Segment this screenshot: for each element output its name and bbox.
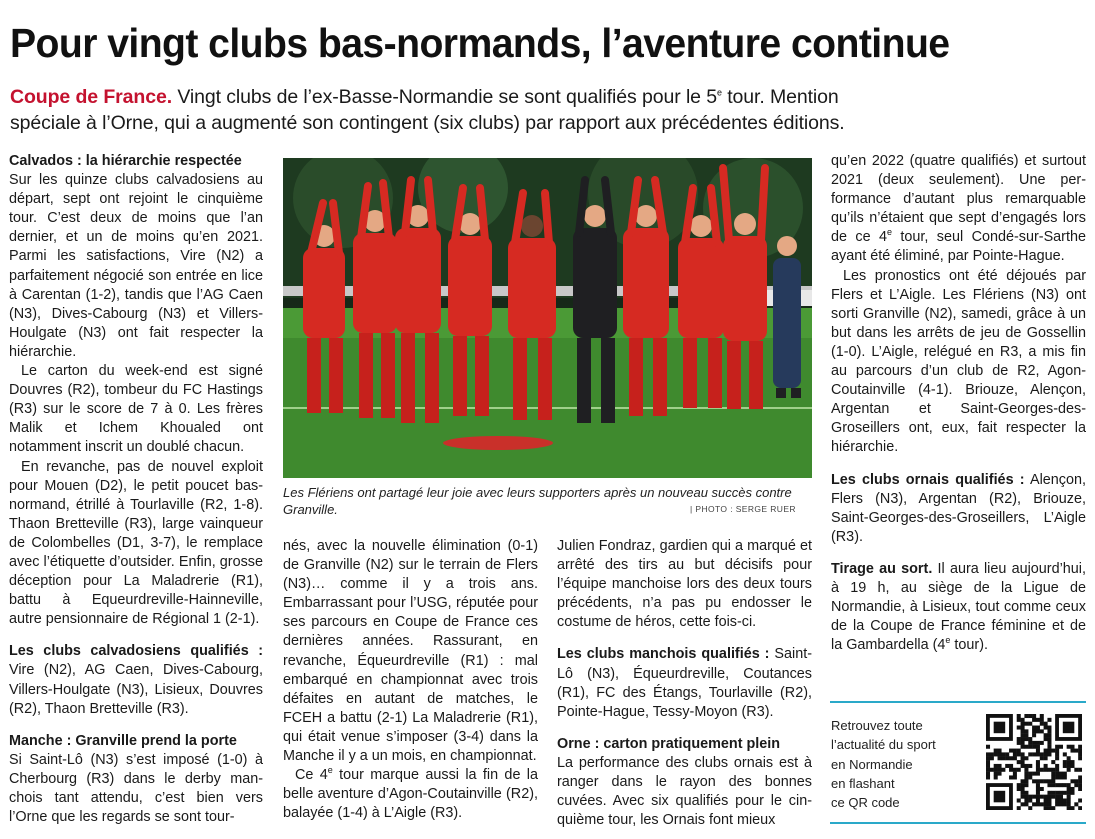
intro-line2: spéciale à l’Orne, qui a augmenté son contingent (six clubs) par rapport aux précédentes éditions. xyxy=(10,112,845,134)
promo-text xyxy=(831,716,981,812)
qualified-label: Les clubs calvadosiens qualifiés : xyxy=(9,643,263,660)
text-run: Il aura lieu aujourd’hui, à 19 h, au siège de la Ligue de Normandie, à Lisieux, tout comme ceux de la Coupe de France féminine et de la Gambardella (4 xyxy=(831,560,1086,654)
sup: e xyxy=(945,635,951,646)
column-3 xyxy=(557,537,812,830)
column-2 xyxy=(283,537,538,823)
promo-rule-top xyxy=(830,701,1086,703)
qualified-label: Les clubs ornais qualifiés : xyxy=(831,471,1025,488)
text-run: tour, seul Condé-sur-Sarthe ayant été éliminé, par Pointe-Hague. xyxy=(831,229,1086,265)
promo-line: en Normandie xyxy=(831,756,913,772)
draw-label: Tirage au sort. xyxy=(831,560,933,577)
column-1 xyxy=(9,152,263,827)
intro-line1: Vingt clubs de l’ex-Basse-Normandie se sont qualifiés pour le 5 xyxy=(172,86,717,108)
qualified-calvados xyxy=(9,642,263,718)
sup: e xyxy=(887,227,893,238)
text-run: qu’en 2022 (quatre qualifiés) et surtout 2021 (deux seulement). Une performance d’autant plus remarquable qu’ils n’étaient que sept d’engagés lors de ce 4 xyxy=(831,153,1086,246)
paragraph: La performance des clubs ornais est à ranger dans le rayon des bonnes cuvées. Avec six qualifiés pour le cinquième tour, les Ornais font mieux xyxy=(557,754,812,829)
column-4 xyxy=(831,152,1086,655)
promo-line: ce QR code xyxy=(831,795,900,811)
intro-sup: e xyxy=(716,87,722,98)
intro-standfirst xyxy=(10,84,1090,136)
qr-code-icon[interactable] xyxy=(986,714,1082,810)
paragraph: Les pronostics ont été déjoués par Flers et L’Aigle. Les Flériens (N3) ont sorti Granville (N2), samedi, grâce à un but dans les arrêts de jeu de Gossellin (1-0). L’Aigle, relégué en R3, a mis fin au parcours d’un club de R2, Agon-Coutainville (4-1). Briouze, Alençon, Argentan et Saint-Georges-des-Groseillers ont, eux, fait respecter la hiérarchie. xyxy=(831,267,1086,456)
qualified-text: Saint-Lô (N3), Équeurdreville, Coutances (R1), FC des Étangs, Tourlaville (R2), Pointe-Hague, Tessy-Moyon (R3). xyxy=(557,646,812,720)
text-run: tour). xyxy=(950,637,988,654)
photo-caption: Les Flériens ont partagé leur joie avec leurs supporters après un nouveau succès contre Granville. xyxy=(283,485,792,517)
qualified-orne xyxy=(831,471,1086,547)
qualified-manche xyxy=(557,645,812,721)
paragraph: Le carton du week-end est signé Douvres (R2), tombeur du FC Hastings (R3) sur le score de 7 à 0. Les frères Malik et Ichem Khoualed ont notamment inscrit un doublé chacun. xyxy=(9,363,263,456)
qualified-text: Alençon, Flers (N3), Argentan (R2), Briouze, Saint-Georges-des-Groseillers, L’Aigle (R3). xyxy=(831,471,1086,545)
qualified-label: Les clubs manchois qualifiés : xyxy=(557,646,770,663)
paragraph xyxy=(831,152,1086,267)
paragraph: En revanche, pas de nouvel exploit pour Mouen (D2), le petit poucet bas-normand, étrillé à Tourlaville (R2, 1-8). Thaon Bretteville (R3), large vainqueur de Colombelles (D1, 3-7), le remplace avec l’étiquette d’outsider. Enfin, grosse déception pour La Maladrerie (R1), battu à Equeurdreville-Hainneville, autre pensionnaire de Régional 1 (2-1). xyxy=(9,458,263,628)
paragraph: nés, avec la nouvelle élimination (0-1) de Granville (N2) sur le terrain de Flers (N3)… comme il y a trois ans. Embarrassant pour l’USG, réputée pour ses parcours en Coupe de France ces dernières années. Rassurant, en revanche, Équeurdreville (R1) : mal embarqué en championnat avec trois défaites en autant de matches, le FCEH a battu (2-1) La Maladrerie (R1), qui était venue s’imposer (3-4) dans la Manche il y a un mois, en championnat. xyxy=(283,538,538,765)
paragraph: Julien Fondraz, gardien qui a marqué et arrêté des tirs au but décisifs pour l’équipe manchoise lors des deux tours précédents, n’a pas pu endosser le costume de héros, cette fois-ci. xyxy=(557,538,812,631)
text-run: tour marque aussi la fin de la belle aventure d’Agon-Coutainville (R2), balayée (1-4) à L’Aigle (R3). xyxy=(283,767,538,822)
intro-line1-end: tour. Mention xyxy=(721,86,839,108)
qualified-text: Vire (N2), AG Caen, Dives-Cabourg, Villers-Houlgate (N3), Lisieux, Douvres (R2), Thaon Bretteville (R3). xyxy=(9,662,263,717)
paragraph: Si Saint-Lô (N3) s’est imposé (1-0) à Cherbourg (R3) dans le derby manchois tant attendu, c’est bien vers l’Orne que les regards se sont tour- xyxy=(9,751,263,826)
team-photo-illustration xyxy=(283,158,812,478)
promo-line: en flashant xyxy=(831,775,895,791)
paragraph: Sur les quinze clubs calvadosiens au départ, sept ont rejoint le cinquième tour. C’est deux de moins que l’an dernier, et un de moins qu’en 2021. Parmi les satisfactions, Vire (N2) a parfaitement négocié son entrée en lice à Carentan (1-2), tandis que l’AG Caen (N3), Dives-Cabourg (N3) et Villers-Houlgate (N3) ont fait respecter la hiérarchie. xyxy=(9,172,263,360)
promo-line: l’actualité du sport xyxy=(831,737,936,753)
team-photo xyxy=(283,158,812,478)
draw-info xyxy=(831,560,1086,655)
headline: Pour vingt clubs bas-normands, l’aventure continue xyxy=(10,20,950,66)
photo-credit: | PHOTO : SERGE RUER xyxy=(690,504,796,514)
intro-kicker: Coupe de France. xyxy=(10,86,173,108)
subhead-manche: Manche : Granville prend la porte xyxy=(9,732,237,749)
promo-line: Retrouvez toute xyxy=(831,718,923,733)
sup: e xyxy=(327,765,333,776)
subhead-calvados: Calvados : la hiérarchie respectée xyxy=(9,153,242,169)
promo-rule-bottom xyxy=(830,822,1086,824)
paragraph xyxy=(283,766,538,823)
subhead-orne: Orne : carton pratiquement plein xyxy=(557,735,781,752)
qr-code-graphic xyxy=(986,714,1082,810)
text-run: Ce 4 xyxy=(295,767,328,784)
